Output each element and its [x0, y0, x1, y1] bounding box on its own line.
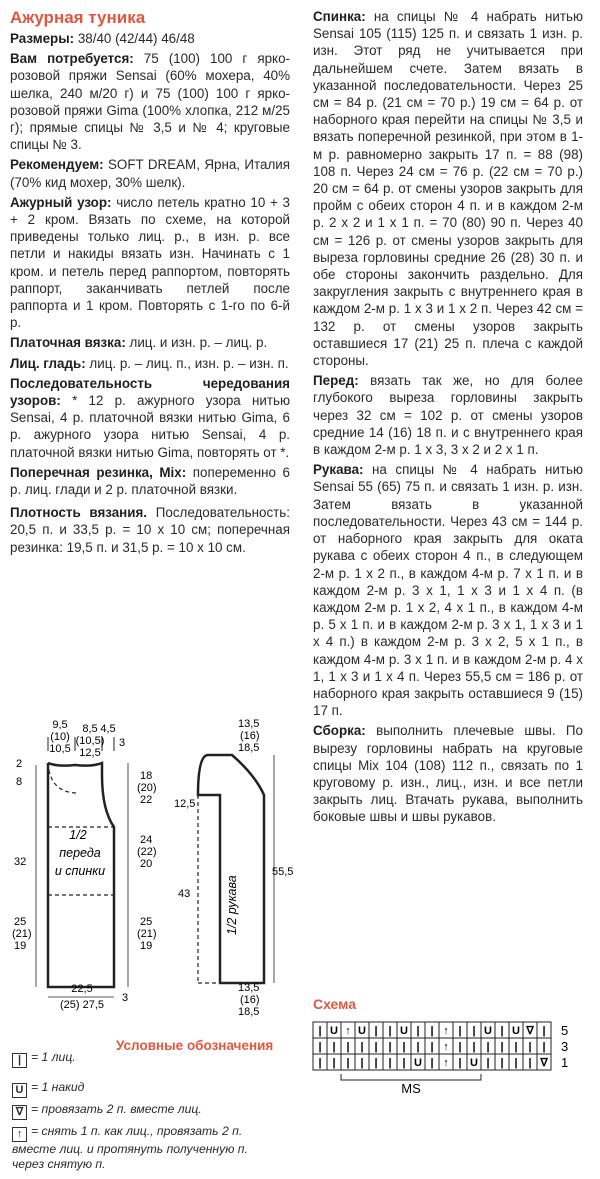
chart-symbol: |	[346, 1057, 350, 1069]
chart-symbol: |	[318, 1041, 322, 1053]
dim-sleeve-43: 43	[178, 888, 191, 900]
chart-symbol: |	[332, 1057, 336, 1069]
sizes-paragraph: Размеры: 38/40 (42/44) 46/48	[10, 31, 195, 46]
front-neck-line	[48, 763, 78, 793]
legend-title: Условные обозначения	[116, 1038, 274, 1053]
legend-item-k2tog: ∇ = провязать 2 п. вместе лиц.	[12, 1102, 277, 1120]
dim-sleeve-55: 55,5	[272, 866, 294, 878]
materials-paragraph: Вам потребуется: 75 (100) 100 г ярко-розовой пряжи Sensai (60% мохера, 40% шелка, 240 м/20 г) и 75 (100) 100 г ярко-розовой пряжи Gima (100% хлопка, 212 м/25 г); прямые спицы № 3,5 и № 4; круговые спицы № 3.	[10, 51, 290, 153]
legend-item-knit: | = 1 лиц.	[12, 1050, 277, 1068]
knit-icon: |	[12, 1053, 27, 1068]
chart-symbol: |	[360, 1041, 364, 1053]
chart-symbol: |	[486, 1057, 490, 1069]
chart-symbol: |	[500, 1041, 504, 1053]
chart-symbol: |	[374, 1057, 378, 1069]
left-column	[10, 8, 290, 559]
dim-top-1b: (10)	[50, 731, 70, 743]
dim-top-2: 8,5	[82, 723, 98, 735]
sleeve-outline	[198, 755, 264, 983]
chart-symbol: |	[458, 1041, 462, 1053]
chart-row-number: 5	[561, 1023, 569, 1038]
chart-symbol: |	[500, 1025, 504, 1037]
chart-symbol: |	[458, 1025, 462, 1037]
dim-top-3: 4,5	[100, 723, 116, 735]
dim-left-32: 32	[14, 856, 27, 868]
sk2p-icon: ↑	[12, 1127, 27, 1142]
yarnover-icon: U	[12, 1083, 27, 1098]
dim-bottom-3: 3	[122, 992, 129, 1004]
dim-right-22: 22	[140, 794, 153, 806]
dim-left-8: 8	[16, 776, 23, 788]
dim-top-2c: 12,5	[79, 747, 101, 759]
dim-sleeve-bot-2: (16)	[240, 994, 260, 1006]
body-label-3: и спинки	[54, 864, 106, 878]
chart-symbol: U	[470, 1057, 478, 1069]
dim-right-19: 19	[140, 940, 153, 952]
chart-symbol: |	[472, 1041, 476, 1053]
chart-row-number: 1	[561, 1055, 569, 1070]
sleeve-paragraph: Рукава: на спицы № 4 набрать нитью Sensai 55 (65) 75 п. и связать 1 изн. р. изн. Затем вязать в указанной последовательности. Через 43 см = 144 р. от наборного края закрыть для оката рукава с обеих сторон 4 п., в следующем 2-м р. 1 х 2 п., в каждом 4-м р. 7 х 1 п. и в каждом 2-м р. 3 х 1, 1 х 3 и 1 х 4 п. (в каждом 2-м р. 1 х 2, 4 х 1 п., в каждом 4-м р. 5 х 1 п. и в каждом 2-м р. 3 х 1, 1 х 3 и 1 х 4 п.) в каждом 2-м р. 3 х 2, 5 х 1 п., в каждом 4-м р. 3 х 1 п. и в каждом 2-м р. 4 х 1, 1 х 3 и 1 х 4 п. Через 55,5 см = 186 р. от наборного края закрыть оставшиеся 9 (15) 17 п.	[313, 462, 583, 719]
k2tog-icon: ∇	[12, 1105, 27, 1120]
dim-sleeve-top-3: 18,5	[238, 742, 260, 754]
pattern-diagram	[0, 715, 300, 1020]
chart-row-number: 3	[561, 1039, 569, 1054]
chart-symbol: |	[318, 1057, 322, 1069]
chart-symbol: |	[388, 1025, 392, 1037]
sequence-paragraph: Последовательность чередования узоров: * 12 р. ажурного узора нитью Sensai, 4 р. платочной вязки нитью Gima, 6 р. ажурного узора нитью Sensai, 4 р. платочной вязки нитью Gima, повторять от *.	[10, 375, 290, 460]
chart-symbol: |	[374, 1025, 378, 1037]
dim-right-20: (20)	[137, 782, 157, 794]
dim-top-1c: 10,5	[49, 743, 71, 755]
chart-symbol: U	[400, 1025, 408, 1037]
dim-left-25: 25	[14, 916, 27, 928]
chart-symbol: |	[528, 1041, 532, 1053]
knitting-chart	[311, 1018, 581, 1102]
chart-symbol: |	[514, 1041, 518, 1053]
dim-top-1: 9,5	[52, 719, 68, 731]
chart-symbol: |	[542, 1025, 546, 1037]
chart-symbol: |	[430, 1025, 434, 1037]
dim-top-2b: (10,5)	[75, 735, 105, 747]
dim-left-2: 2	[16, 758, 23, 770]
chart-symbol: ↑	[443, 1025, 449, 1037]
assembly-paragraph: Сборка: выполнить плечевые швы. По вырезу горловины набрать на круговые спицы Mix 104 (108) 112 п., связать по 1 круговому р. изн., лиц., изн. и все петли закрыть лиц. Втачать рукава, выполнить боковые швы и швы рукавов.	[313, 723, 583, 825]
dim-bottom-1: 22,5	[71, 983, 93, 995]
density-paragraph: Плотность вязания. Последовательность: 20,5 п. и 33,5 р. = 10 х 10 см; поперечная резинка: 19,5 п. и 31,5 р. = 10 х 10 см.	[10, 505, 290, 555]
chart-symbol: |	[486, 1041, 490, 1053]
chart-symbol: |	[374, 1041, 378, 1053]
dim-right-21: (21)	[137, 928, 157, 940]
chart-symbol: ∇	[540, 1057, 548, 1069]
dim-right-22b: (22)	[137, 846, 157, 858]
chart-symbol: U	[330, 1025, 338, 1037]
back-paragraph: Спинка: на спицы № 4 набрать нитью Sensai 105 (115) 125 п. и связать 1 изн. р. изн. Этот ряд не учитывается при дальнейшем счете. Затем вязать в указанной последовательности. Через 25 см = 84 р. (21 см = 70 р.) 19 см = 64 р. от наборного края перейти на спицы № 3,5 и вязать поперечной резинкой, при этом в 1-м р. равномерно закрыть 17 п. = 88 (98) 108 п. Через 24 см = 76 р. (22 см = 70 р.) 20 см = 64 р. от смены узоров закрыть для пройм с обеих сторон 4 п. и в каждом 2-м р. 2 х 2 и 1 х 1 п. = 70 (80) 90 п. Через 40 см = 126 р. от смены узоров закрыть для выреза горловины средние 26 (28) 30 п. и обе стороны закончить раздельно. Для закругления закрыть с внутреннего края в каждом 2-м р. 1 х 3 и 1 х 2 п. Через 42 см = 132 р. от смены узоров закрыть оставшиеся 17 (21) 25 п. плеча с каждой стороны.	[313, 9, 583, 369]
dim-right-25: 25	[140, 916, 153, 928]
chart-symbol: |	[402, 1057, 406, 1069]
chart-symbol: |	[514, 1057, 518, 1069]
dim-right-20b: 20	[140, 858, 153, 870]
dim-left-21: (21)	[12, 928, 32, 940]
body-label-2: переда	[59, 846, 101, 860]
dim-left-19: 19	[14, 940, 27, 952]
stockinette-paragraph: Лиц. гладь: лиц. р. – лиц. п., изн. р. – изн. п.	[10, 355, 289, 371]
page-title: Ажурная туника	[10, 8, 146, 27]
chart-symbol: U	[484, 1025, 492, 1037]
dim-right-18: 18	[140, 770, 153, 782]
right-column	[313, 8, 583, 829]
chart-symbol: |	[528, 1057, 532, 1069]
chart-symbol: |	[542, 1041, 546, 1053]
dim-sleeve-top-1: 13,5	[238, 718, 260, 730]
dim-top-4: 3	[118, 737, 126, 749]
chart-symbol: U	[414, 1057, 422, 1069]
body-label-1: 1/2	[69, 828, 87, 842]
chart-symbol: |	[430, 1057, 434, 1069]
chart-symbol: |	[388, 1041, 392, 1053]
garter-paragraph: Платочная вязка: лиц. и изн. р. – лиц. р.	[10, 335, 268, 351]
front-paragraph: Перед: вязать так же, но для более глубокого выреза горловины закрыть через 32 см = 102 р. от смены узоров средние 14 (16) 18 п. и с внутреннего края в каждом 2-м р. 1 х 3, 3 х 2 и 2 х 1 п.	[313, 373, 583, 458]
rib-paragraph: Поперечная резинка, Mix: попеременно 6 р. лиц. глади и 2 р. платочной вязки.	[10, 464, 290, 498]
dim-sleeve-bot-3: 18,5	[238, 1006, 260, 1018]
repeat-bracket	[341, 1074, 481, 1080]
chart-symbol: |	[360, 1057, 364, 1069]
dim-bottom-2: (25) 27,5	[59, 999, 105, 1011]
dim-sleeve-12: 12,5	[174, 798, 196, 810]
chart-symbol: ↑	[345, 1025, 351, 1037]
legend-item-sk2p: ↑ = снять 1 п. как лиц., провязать 2 п. вместе лиц. и протянуть полученную п. через снятую п.	[12, 1124, 248, 1171]
chart-symbol: |	[458, 1057, 462, 1069]
chart-symbol: |	[388, 1057, 392, 1069]
chart-symbol: |	[500, 1057, 504, 1069]
sleeve-label: 1/2 рукава	[225, 875, 239, 935]
chart-symbol: ↑	[443, 1057, 449, 1069]
legend-item-yarnover: U = 1 накид	[12, 1080, 277, 1098]
repeat-label: MS	[401, 1081, 421, 1096]
chart-symbol: |	[416, 1041, 420, 1053]
dim-sleeve-bot-1: 13,5	[238, 982, 260, 994]
chart-symbol: ↑	[443, 1041, 449, 1053]
lace-pattern-paragraph: Ажурный узор: число петель кратно 10 + 3 + 2 кром. Вязать по схеме, на которой приведены только лиц. р., в изн. р. все петли и накиды вязать изн. Начинать с 1 кром. и петель перед раппортом, повторять раппорт, заканчивать петлей после раппорта и 1 кром. Повторять с 1-го по 6-й р.	[10, 194, 290, 331]
chart-symbol: |	[318, 1025, 322, 1037]
chart-symbol: |	[402, 1041, 406, 1053]
chart-symbol: |	[416, 1025, 420, 1037]
chart-symbol: |	[346, 1041, 350, 1053]
chart-symbol: |	[332, 1041, 336, 1053]
chart-symbol: |	[430, 1041, 434, 1053]
chart-symbol: ∇	[526, 1025, 534, 1037]
chart-symbol: |	[472, 1025, 476, 1037]
dim-right-24: 24	[140, 834, 153, 846]
schema-title: Схема	[313, 996, 357, 1012]
chart-symbol: U	[512, 1025, 520, 1037]
recommend-paragraph: Рекомендуем: SOFT DREAM, Ярна, Италия (70% кид мохер, 30% шелк).	[10, 157, 290, 190]
dim-sleeve-top-2: (16)	[240, 730, 260, 742]
chart-symbol: U	[358, 1025, 366, 1037]
